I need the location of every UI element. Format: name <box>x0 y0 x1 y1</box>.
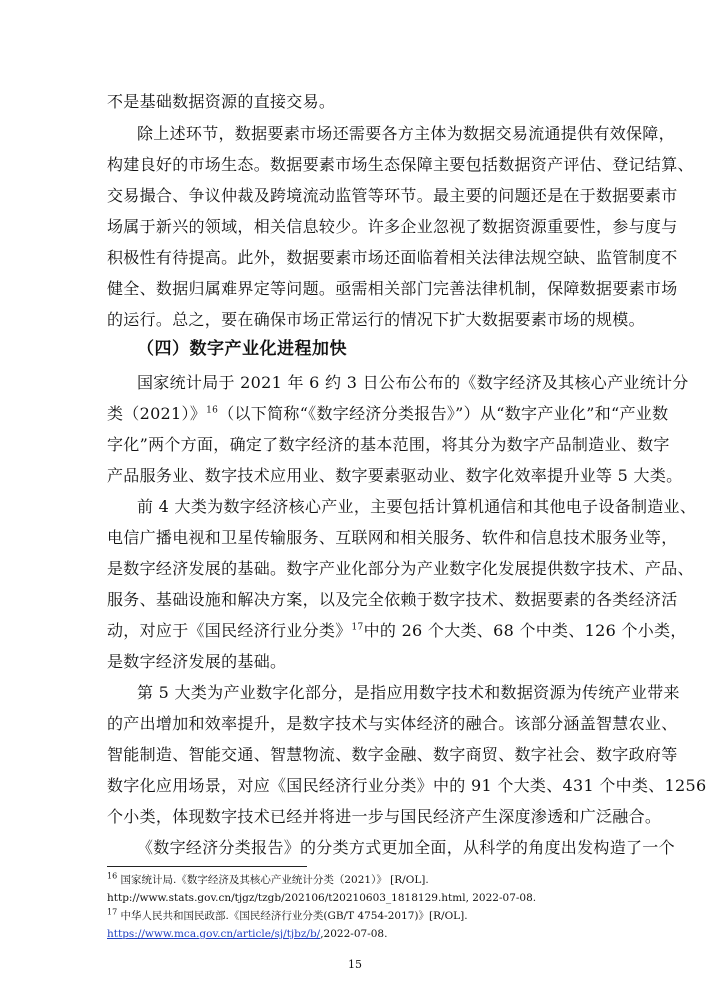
line-text: （以下简称“《数字经济分类报告》”）从“数字产业化”和“产业数 <box>218 404 669 423</box>
paragraph-line: 是数字经济发展的基础。 <box>107 652 287 671</box>
line-text: 中的 26 个大类、68 个中类、126 个小类， <box>363 621 687 640</box>
footnote-17 <box>107 909 468 923</box>
paragraph-line: 个小类，体现数字技术已经并将进一步与国民经济产生深度渗透和广泛融合。 <box>107 807 662 826</box>
paragraph-line: 第 5 大类为产业数字化部分，是指应用数字技术和数据资源为传统产业带来 <box>137 683 680 702</box>
paragraph-line: 是数字经济发展的基础。数字产业化部分为产业数字化发展提供数字技术、产品、 <box>107 559 694 578</box>
paragraph-line: 服务、基础设施和解决方案，以及完全依赖于数字技术、数据要素的各类经济活 <box>107 590 678 609</box>
paragraph-line: 电信广播电视和卫星传输服务、互联网和相关服务、软件和信息技术服务业等， <box>107 528 678 547</box>
paragraph-line: 国家统计局于 2021 年 6 约 3 日公布公布的《数字经济及其核心产业统计分 <box>137 373 689 392</box>
page-number: 15 <box>348 958 362 971</box>
paragraph-line: 不是基础数据资源的直接交易。 <box>107 92 336 111</box>
paragraph-line: 积极性有待提高。此外，数据要素市场还面临着相关法律法规空缺、监管制度不 <box>107 248 678 267</box>
paragraph-line: 场属于新兴的领域，相关信息较少。许多企业忽视了数据资源重要性，参与度与 <box>107 217 678 236</box>
paragraph-line: 产品服务业、数字技术应用业、数字要素驱动业、数字化效率提升业等 5 大类。 <box>107 466 683 485</box>
paragraph-line <box>107 621 687 641</box>
footnote-number: 16 <box>107 871 118 881</box>
footnote-date: ,2022-07-08. <box>320 928 388 940</box>
paragraph-line: 数字化应用场景，对应《国民经济行业分类》中的 91 个大类、431 个中类、1256 <box>107 776 707 795</box>
paragraph-line <box>107 404 669 424</box>
footnote-text: 中华人民共和国民政部.《国民经济行业分类(GB/T 4754-2017)》[R/OL]. <box>117 910 468 922</box>
paragraph-line: 健全、数据归属难界定等问题。亟需相关部门完善法律机制，保障数据要素市场 <box>107 279 678 298</box>
footnote-divider <box>107 866 307 867</box>
paragraph-line: 除上述环节，数据要素市场还需要各方主体为数据交易流通提供有效保障， <box>137 124 675 143</box>
footnote-ref-17[interactable]: 17 <box>351 622 364 633</box>
footnote-number: 17 <box>107 907 118 917</box>
footnote-16 <box>107 873 429 887</box>
paragraph-line: 智能制造、智能交通、智慧物流、数字金融、数字商贸、数字社会、数字政府等 <box>107 745 678 764</box>
paragraph-line: 交易撮合、争议仲裁及跨境流动监管等环节。最主要的问题还是在于数据要素市 <box>107 186 678 205</box>
paragraph-line: 《数字经济分类报告》的分类方式更加全面，从科学的角度出发构造了一个 <box>137 838 675 857</box>
footnote-ref-16[interactable]: 16 <box>206 405 219 416</box>
paragraph-line: 前 4 大类为数字经济核心产业，主要包括计算机通信和其他电子设备制造业、 <box>137 497 697 516</box>
paragraph-line: 的运行。总之，要在确保市场正常运行的情况下扩大数据要素市场的规模。 <box>107 310 645 329</box>
footnote-16-url[interactable]: http://www.stats.gov.cn/tjgz/tzgb/202106/t20210603_1818129.html, 2022-07-08. <box>107 892 537 904</box>
footnote-17-source <box>107 927 387 941</box>
footnote-17-url-link[interactable]: https://www.mca.gov.cn/article/sj/tjbz/b/ <box>107 928 321 940</box>
paragraph-line: 构建良好的市场生态。数据要素市场生态保障主要包括数据资产评估、登记结算、 <box>107 155 694 174</box>
line-text: 类（2021）》 <box>107 404 207 423</box>
line-text: 动，对应于《国民经济行业分类》 <box>107 621 352 640</box>
paragraph-line: 字化”两个方面，确定了数字经济的基本范围，将其分为数字产品制造业、数字 <box>107 435 670 454</box>
paragraph-line: 的产出增加和效率提升，是数字技术与实体经济的融合。该部分涵盖智慧农业、 <box>107 714 678 733</box>
section-heading: （四）数字产业化进程加快 <box>137 339 347 359</box>
footnote-text: 国家统计局.《数字经济及其核心产业统计分类（2021）》 [R/OL]. <box>117 874 429 886</box>
